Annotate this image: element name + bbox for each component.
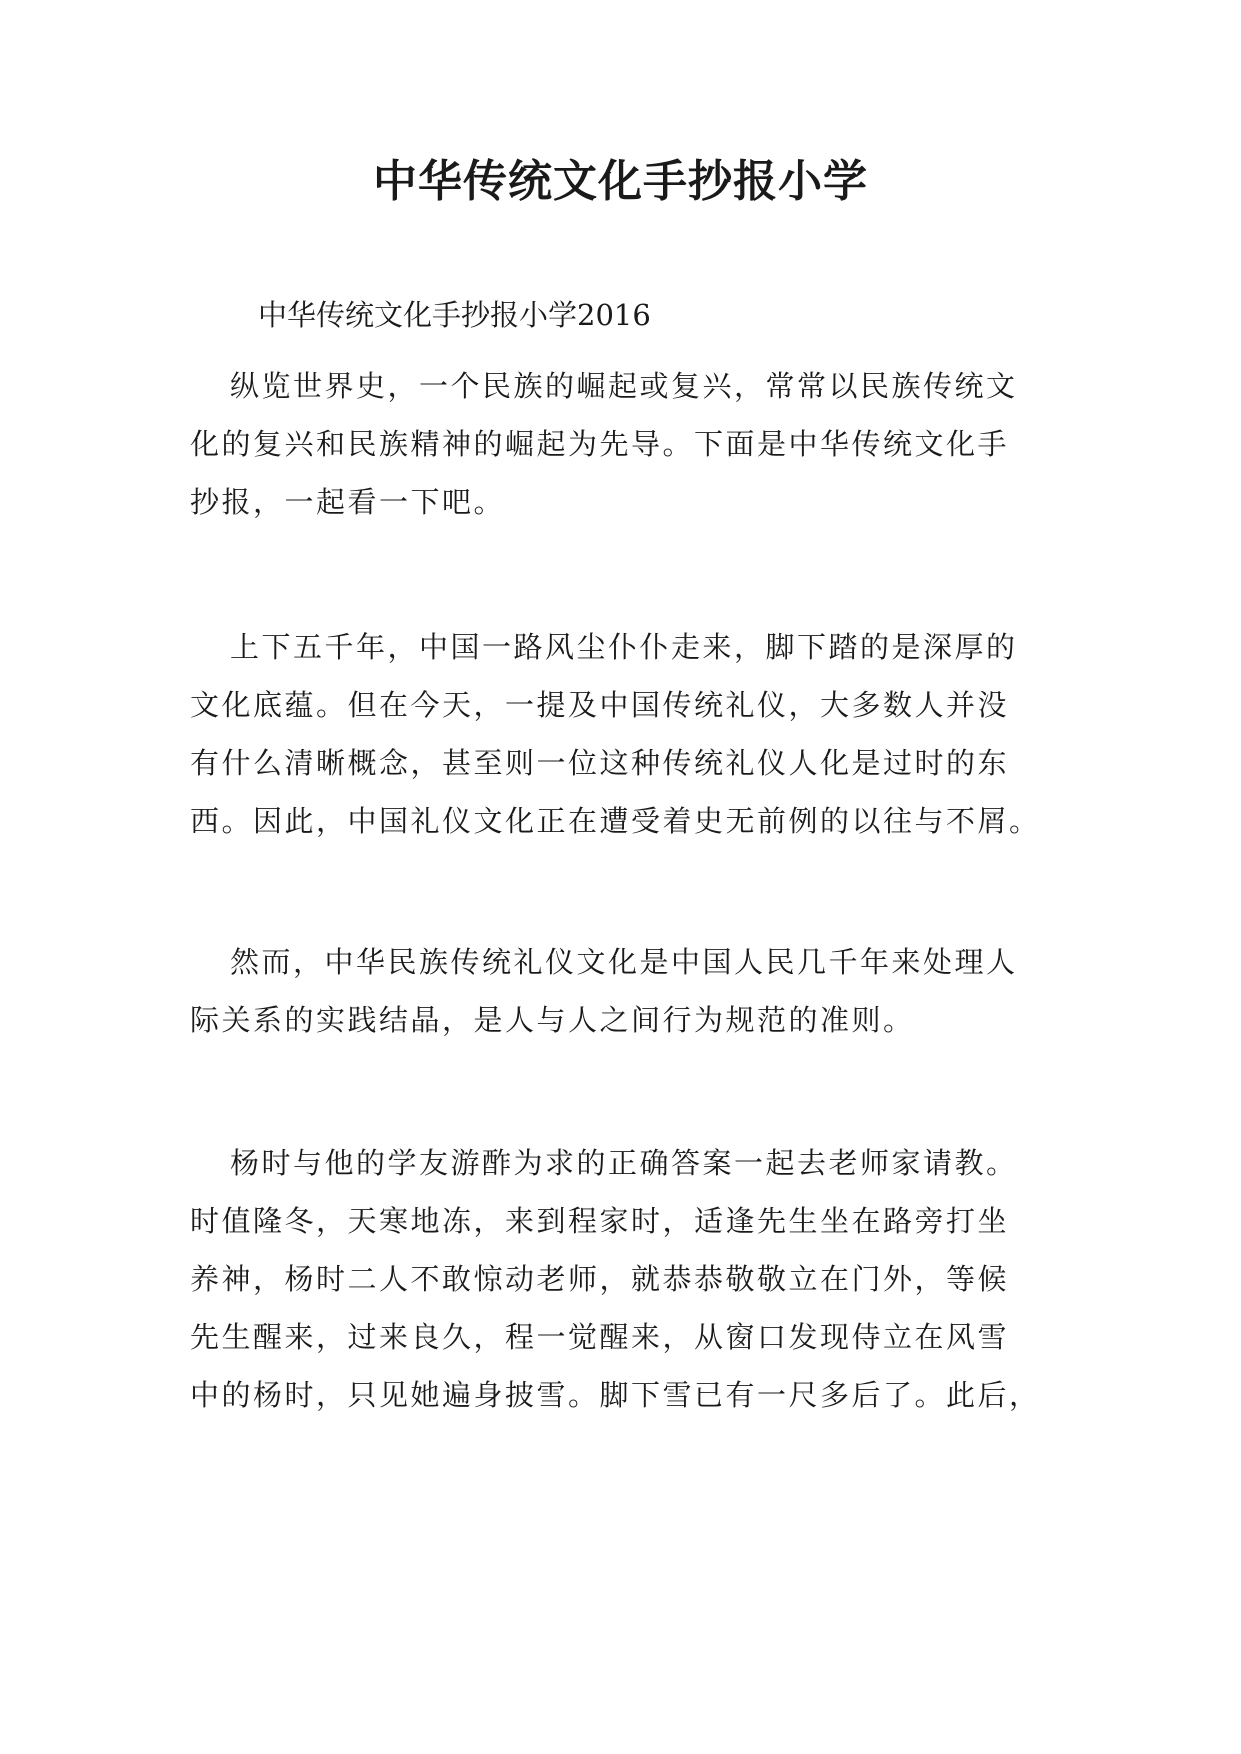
paragraph-line: 文化底蕴。但在今天，一提及中国传统礼仪，大多数人并没 xyxy=(190,688,1010,722)
paragraph-line: 有什么清晰概念，甚至则一位这种传统礼仪人化是过时的东 xyxy=(190,746,1010,780)
paragraph-1 xyxy=(190,357,1070,531)
paragraph-line: 化的复兴和民族精神的崛起为先导。下面是中华传统文化手 xyxy=(190,427,1010,461)
paragraph-line: 中的杨时，只见她遍身披雪。脚下雪已有一尺多后了。此后， xyxy=(190,1378,1041,1412)
paragraph-line: 杨时与他的学友游酢为求的正确答案一起去老师家请教。 xyxy=(230,1146,1018,1180)
document-subtitle: 中华传统文化手抄报小学2016 xyxy=(258,298,651,332)
paragraph-line: 时值隆冬，天寒地冻，来到程家时，适逢先生坐在路旁打坐 xyxy=(190,1204,1010,1238)
paragraph-line: 然而，中华民族传统礼仪文化是中国人民几千年来处理人 xyxy=(230,945,1018,979)
paragraph-line: 际关系的实践结晶，是人与人之间行为规范的准则。 xyxy=(190,1003,915,1037)
paragraph-3 xyxy=(190,933,1070,1049)
paragraph-line: 上下五千年，中国一路风尘仆仆走来，脚下踏的是深厚的 xyxy=(230,630,1018,664)
document-title: 中华传统文化手抄报小学 xyxy=(373,156,868,207)
paragraph-line: 抄报，一起看一下吧。 xyxy=(190,485,506,519)
paragraph-line: 纵览世界史，一个民族的崛起或复兴，常常以民族传统文 xyxy=(230,369,1018,403)
paragraph-line: 养神，杨时二人不敢惊动老师，就恭恭敬敬立在门外，等候 xyxy=(190,1262,1010,1296)
paragraph-line: 西。因此，中国礼仪文化正在遭受着史无前例的以往与不屑。 xyxy=(190,804,1041,838)
paragraph-2 xyxy=(190,618,1070,850)
paragraph-line: 先生醒来，过来良久，程一觉醒来，从窗口发现侍立在风雪 xyxy=(190,1320,1010,1354)
paragraph-4 xyxy=(190,1134,1070,1424)
